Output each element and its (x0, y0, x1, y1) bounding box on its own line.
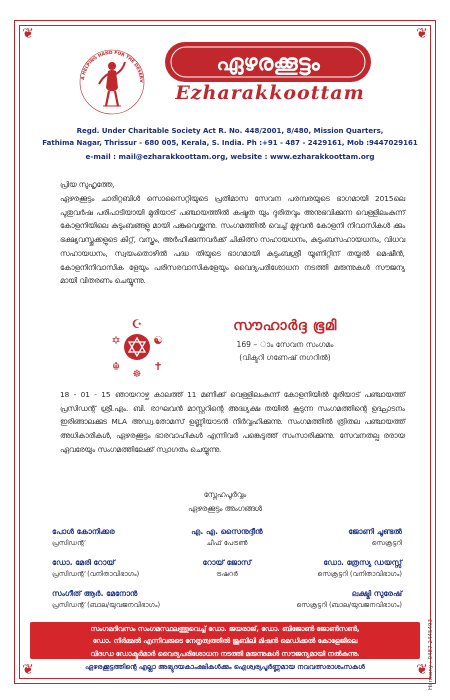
helping-hand-emblem-icon (75, 44, 149, 120)
svg-text:☸: ☸ (132, 369, 142, 378)
banner-line-2: ഡോ. നിർമ്മൽ എന്നിവരുടെ നേതൃത്വത്തിൽ ജൂബിലി മിഷൻ മെഡിക്കൽ കോളേജിലെ (92, 637, 358, 646)
member-entry (169, 526, 285, 557)
member-entry (169, 557, 285, 588)
ezharakkoottam-logo (163, 38, 373, 86)
corner-ornament-icon: ❦ (22, 662, 34, 678)
registration-line-1: Regd. Under Charitable Society Act R. No. 448/2001, 8/480, Mission Quarters, (76, 127, 384, 135)
member-entry (287, 588, 403, 619)
salutation: പ്രിയ സുഹൃത്തേ, (60, 180, 115, 189)
printer-credit-text: Harmony : 0487-2445493 (428, 619, 434, 690)
member-name: സംഗീത് ആർ. മേനോൻ (52, 589, 138, 598)
corner-ornament-icon: ❦ (22, 26, 34, 42)
member-entry (287, 557, 403, 588)
member-role: ചീഫ് പേട്രൺ (206, 539, 248, 547)
corner-ornament-icon: ❦ (416, 662, 428, 678)
registration-line-2: Fathima Nagar, Thrissur - 680 005, Kerala, S. India. Ph :+91 - 487 - 2429161, Mob :9447029161 (42, 139, 418, 147)
interfaith-symbols-icon (106, 316, 168, 378)
event-title: സൗഹാർദ്ദ ഭൂമി (233, 318, 337, 334)
new-year-greeting: ഏഴരക്കൂട്ടത്തിന്റെ എല്ലാ അഭ്യുദയകാംക്ഷികൾക്കും ഐശ്വര്യപൂർണ്ണമായ നവവത്സരാശംസകൾ (85, 663, 365, 671)
svg-text:✝: ✝ (153, 360, 163, 373)
member-name: ഡോ. മേരി റോയ് (52, 558, 115, 567)
member-name: എ. എ. സൈനുദ്ദീൻ (191, 527, 263, 536)
member-role: പ്രസിഡന്റ് (വനിതാവിഭാഗം) (52, 570, 140, 578)
member-name: പോൾ കോനിക്കര (52, 527, 115, 536)
member-role: പ്രസിഡന്റ് (ബാല/യുവജനവിഭാഗം) (52, 601, 161, 609)
office-bearers (52, 526, 402, 619)
member-name: റോയ് ജോസ് (202, 558, 252, 567)
member-name: ലക്ഷ്മി സുരേഷ് (351, 589, 402, 598)
emblem-motto: A HELPING HAND FOR THE DESERV (81, 50, 144, 83)
member-role: സെക്രട്ടറി (വനിതാവിഭാഗം) (317, 570, 402, 578)
member-role: സെക്രട്ടറി (371, 539, 402, 547)
member-role: സെക്രട്ടറി (ബാല/യുവജനവിഭാഗം) (296, 601, 402, 609)
banner-line-1: സംഗമദിവസം സംഗമസ്ഥലത്തുവെച്ച് ഡോ. ജയരാജ്, ഡോ. ബിജോൺ ജോൺസൺ, (90, 625, 360, 633)
svg-text:✡: ✡ (111, 334, 121, 347)
logo-malayalam: ഏഴരക്കൂട്ടം (216, 51, 320, 76)
signoff-members: ഏഴരക്കൂട്ടം അംഗങ്ങൾ (188, 504, 262, 513)
letter-body-2: 18 - 01 - 15 ഞായറാഴ്ച കാലത്ത് 11 മണിക്ക് വെള്ളിലംകുന്ന് കോളനിയിൽ മുരിയാട് പഞ്ചായത്ത് പ്രസിഡന്റ് ശ്രീ.എം. ബി. രാഘവൻ മാസ്റ്ററിന്റെ അദ്ധ്യക്ഷ തയിൽ കൂടുന്ന സംഗമത്തിന്റെ ഉദ്ഘാടനം ഇരിങ്ങാലക്കുട MLA അഡ്വ.തോമസ് ഉണ്ണിയാടൻ നിർവ്വഹിക്കുന്നു. സംഗമത്തിൽ ത്രിതല പഞ്ചായത്ത് അധികാരികൾ, ഏഴരക്കൂട്ടം ഭാരവാഹികൾ എന്നിവർ പങ്കെടുത്ത് സംസാരിക്കുന്നു. സേവനതല്പ രരായ ഏവരേയും സംഗമത്തിലേക്ക് സ്വാഗതം ചെയ്യുന്നു. (60, 390, 405, 454)
svg-text:☪: ☪ (131, 317, 143, 331)
member-entry (52, 526, 168, 557)
email-website-line: e-mail : mail@ezharakkoottam.org, website : www.ezharakkoottam.org (85, 152, 375, 161)
member-entry (52, 557, 168, 588)
member-row (52, 526, 402, 557)
banner-line-3: വിദഗ്ധ ഡോക്ടർമാർ വൈദ്യപരിശോധന നടത്തി മരുന്നുകൾ സൗജന്യമായി നൽകുന്നു. (90, 649, 360, 658)
letter-body-1: ഏഴരക്കൂട്ടം ചാരിറ്റബിൾ സൊസൈറ്റിയുടെ പ്രതിമാസ സേവന പരമ്പരയുടെ ഭാഗമായി 2015ലെ പുതുവർഷ പരിപാടിയായി മുരിയാട് പഞ്ചായത്തിൽ കഷ്ടത യും ദുരിതവും അനുഭവിക്കുന്ന വെള്ളിലംകുന്ന് കോളനിയിലെ കുടുംബങ്ങളു മായി പങ്കുവെയ്ക്കുന്നു. സംഗമത്തിൽ വെച്ച് മുഴുവൻ കോളനി നിവാസികൾ ക്കും ഭക്ഷ്യവസ്തുക്കളുടെ കിറ്റ്, വസ്ത്രം, അർഹിക്കുന്നവർക്ക് ചികിത്സ സഹായധനം, കുടുംബസഹായധനം, വിധവ സഹായധനം, സ്വയംതൊഴിൽ പദ്ധ തിയുടെ ഭാഗമായി കുടുംബശ്രീ യൂണിറ്റിന് തയ്യൽ മെഷീൻ, കോളനിനിവാസിക ളേയും പരിസരവാസികളേയും വൈദ്യപരിശോധന നടത്തി മരുന്നുകൾ സൗജന്യ മായി വിതരണം ചെയ്യുന്നു. (60, 194, 405, 286)
registration-details (40, 125, 420, 149)
corner-ornament-icon: ❦ (416, 26, 428, 42)
event-title-block (180, 318, 390, 364)
member-role: പ്രസിഡന്റ് (52, 539, 85, 547)
svg-text:☬: ☬ (112, 360, 120, 373)
logo-latin-text: Ezharakkoottam (175, 82, 365, 104)
member-name: ജോണി ചൂണ്ടൽ (348, 527, 402, 536)
member-entry (287, 526, 403, 557)
member-name: ഡോ. ത്രേസ്യ ഡയസ്സ് (323, 558, 402, 567)
member-entry (52, 588, 168, 619)
printer-credit (428, 590, 438, 690)
svg-text:☯: ☯ (153, 334, 163, 347)
event-subtitle: 169 – ാം സേവന സംഗമം (236, 340, 334, 349)
member-role: ട്രഷറർ (216, 570, 238, 578)
event-venue: (വിക്ടറി ഗണേഷ് നഗറിൽ) (239, 353, 331, 362)
medical-camp-banner (30, 622, 420, 659)
member-row (52, 588, 402, 619)
signoff-greeting: സ്നേഹപൂർവ്വം (203, 490, 247, 499)
member-row (52, 557, 402, 588)
member-entry (169, 588, 285, 619)
